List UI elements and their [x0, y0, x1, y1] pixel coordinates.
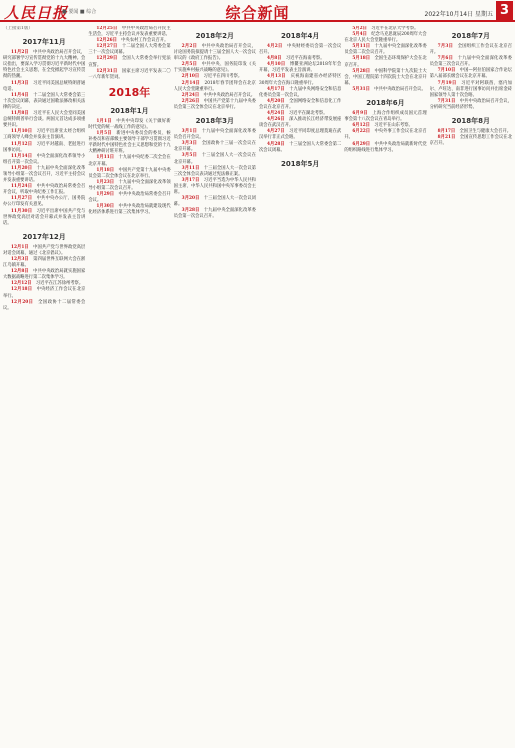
- entry-date: 1月29日: [96, 191, 119, 197]
- entry-text: 中央财经委员会第一次会议召开。: [258, 44, 342, 56]
- entry-text: 中共中央、国务院印发《关于实施乡村振兴战略的意见》。: [173, 62, 256, 74]
- entry-date: 11月20日: [11, 165, 37, 171]
- entry-list: [259, 44, 341, 154]
- entry-date: 12月26日: [96, 38, 122, 44]
- entry-date: 1月11日: [96, 155, 119, 161]
- entry-text: 十九届中央纪委二次全会在北京开幕。: [88, 155, 171, 167]
- entry-text: 中共中央政治局就实施国家大数据战略进行第二次集体学习。: [3, 269, 86, 281]
- entry-text: 中共中央政治局召开会议。: [203, 92, 256, 98]
- entry-date: 1月30日: [96, 204, 119, 210]
- entry-text: 中央外事工作会议在北京召开。: [344, 129, 427, 141]
- entry-text: 上海合作组织成员国元首理事会第十八次会议在青岛举行。: [344, 111, 427, 123]
- month-heading: 2018年8月: [451, 117, 490, 126]
- month-heading: 2018年7月: [451, 32, 490, 40]
- entry-date: 3月20日: [181, 196, 204, 202]
- chronology-entry: [259, 129, 341, 141]
- entry-date: 3月1日: [181, 129, 202, 135]
- entry-date: 4月20日: [266, 98, 290, 104]
- entry-text: 中央农村工作会议召开。: [121, 38, 169, 44]
- entry-text: 全国网络安全和信息化工作会议在北京召开。: [258, 98, 342, 110]
- chronology-entry: [3, 50, 85, 80]
- entry-date: 3月28日: [181, 208, 204, 214]
- chronology-entry: [3, 111, 85, 129]
- entry-text: 习近平对越南、老挝进行国事访问。: [3, 141, 86, 153]
- chronology-entry: [174, 141, 256, 153]
- entry-list: [174, 44, 256, 111]
- entry-date: 1月23日: [96, 179, 119, 185]
- chronology-entry: [88, 192, 170, 204]
- chronology-entry: [3, 196, 85, 208]
- entry-date: 7月31日: [437, 98, 460, 104]
- chronology-entry: [3, 300, 85, 312]
- entry-list: [430, 129, 512, 147]
- chronology-entry: [3, 287, 85, 299]
- entry-text: 中共中央政治局召开民主生活会，习近平主持会议并发表重要讲话。: [88, 26, 171, 38]
- entry-text: 十三届全国人大常委会第二次会议闭幕。: [258, 141, 342, 153]
- month-heading: 2017年11月: [22, 38, 66, 47]
- entry-text: 深入推动长江经济带发展座谈会在武汉召开。: [258, 117, 342, 129]
- chronology-entry: [344, 87, 426, 93]
- chronology-entry: [344, 56, 426, 68]
- entry-text: 中共中央政治局召开会议，分析研究当前经济形势。: [429, 98, 512, 110]
- entry-date: 3月3日: [181, 141, 202, 147]
- entry-date: 4月26日: [266, 117, 290, 123]
- entry-text: 十三届全国人大一次会议在北京开幕。: [173, 153, 256, 165]
- entry-text: 十九届中央全面深化改革委员会第三次会议召开。: [429, 56, 512, 68]
- entry-text: 全国政协十二届常委会议。: [3, 299, 86, 311]
- entry-text: 十九届中央全面深化改革领导小组第一次会议召开，习近平主持会议并发表重要讲话。: [3, 165, 86, 184]
- entry-date: 4月8日: [266, 56, 286, 62]
- entry-text: 十九届中央全面深化改革委员会第一次会议召开。: [173, 208, 256, 220]
- month-heading: 2018年3月: [195, 117, 234, 126]
- entry-date: 2月26日: [181, 98, 204, 104]
- entry-text: 中共中央政治局就建设现代化经济体系进行第三次集体学习。: [88, 204, 171, 216]
- entry-date: 5月28日: [352, 68, 375, 74]
- chronology-entry: [174, 129, 256, 141]
- entry-date: 5月4日: [352, 32, 372, 38]
- entry-text: 全国生态环境保护大会在北京召开。: [344, 56, 427, 68]
- entry-text: 十二届全国人大常委会第三十次会议闭幕，表决通过国歌法修改相关法律的决定。: [3, 92, 86, 110]
- continued-label: （上接第1版）: [3, 26, 33, 31]
- newspaper-logo: 人民日报: [4, 4, 69, 22]
- entry-date: 4月13日: [266, 74, 291, 80]
- entry-date: 1月1日: [96, 118, 117, 124]
- entry-date: 11月24日: [11, 184, 37, 190]
- chronology-entry: [174, 62, 256, 74]
- chronology-entry: [259, 44, 341, 56]
- entry-date: 5月11日: [352, 44, 375, 50]
- entry-date: 2月10日: [181, 74, 204, 80]
- entry-date: 11月27日: [11, 196, 37, 202]
- entry-text: 全国组织工作会议在北京召开。: [429, 44, 512, 56]
- entry-text: 中央全面深化改革领导小组召开第一次会议。: [3, 153, 86, 165]
- month-heading: 2018年6月: [366, 99, 405, 108]
- entry-text: 中共中央政治局召开会议，研究部署学习宣传贯彻党的十九大精神。会议指出，要深入学习贯彻习近平新时代中国特色社会主义思想，在全党掀起学习宣传贯彻的热潮。: [3, 50, 86, 80]
- entry-date: 12月1日: [11, 244, 34, 250]
- chronology-entry: [344, 142, 426, 154]
- chronology-entry: [3, 184, 85, 196]
- entry-text: 习近平在四川考察。: [203, 74, 243, 80]
- entry-text: 新进中央委员会的委员、候补委员和省部级主要领导干部学习贯彻习近平新时代中国特色社会主义思想和党的十九大精神研讨班开班。: [88, 131, 171, 155]
- entry-text: 十九届中央网络安全和信息化委员会第一次会议。: [258, 86, 342, 98]
- entry-date: 12月25日: [96, 26, 122, 31]
- entry-text: 习近平在北京大学考察。: [371, 26, 419, 31]
- chronology-entry: [344, 129, 426, 141]
- entry-date: 11月2日: [11, 50, 34, 56]
- column-4: [259, 26, 341, 744]
- entry-date: 11月10日: [11, 129, 37, 135]
- entry-date: 12月27日: [96, 44, 122, 50]
- entry-text: 中国共产党第十九届中央委员会第二次全体会议在北京举行。: [88, 167, 171, 179]
- chronology-entry: [259, 87, 341, 99]
- entry-date: 4月28日: [266, 141, 290, 147]
- chronology-entry: [174, 81, 256, 93]
- chronology-entry: [259, 99, 341, 111]
- entry-text: 习近平在江苏徐州考察。: [35, 281, 84, 287]
- section-title: 综合新闻: [225, 4, 290, 22]
- chronology-entry: [88, 26, 170, 38]
- entry-date: 1月5日: [96, 131, 117, 137]
- entry-date: 4月24日: [266, 111, 289, 117]
- entry-list: [3, 245, 85, 312]
- entry-date: 2月5日: [181, 62, 202, 68]
- chronology-entry: [3, 129, 85, 141]
- chronology-entry: [430, 81, 512, 99]
- entry-text: 全国宣传思想工作会议在北京召开。: [429, 135, 512, 147]
- entry-text: 中国共产党与世界政党高层对话会闭幕，通过《北京倡议》。: [3, 244, 86, 256]
- chronology-entry: [259, 74, 341, 86]
- month-heading: 2018年4月: [280, 32, 320, 40]
- entry-date: 6月29日: [352, 141, 375, 147]
- entry-date: 11月4日: [11, 92, 34, 98]
- entry-date: 2月2日: [181, 44, 202, 49]
- chronology-entry: [88, 119, 170, 131]
- entry-text: 中共中央政治局召开会议。: [374, 86, 426, 92]
- entry-text: 中国—阿拉伯国家合作论坛第八届部长级会议在北京开幕。: [429, 68, 512, 80]
- entry-date: 7月3日: [437, 44, 458, 49]
- entry-text: 十九届中央全面深化改革委员会召开会议。: [173, 129, 256, 141]
- entry-date: 3月5日: [181, 153, 202, 159]
- entry-text: 中国科学院第十九次院士大会、中国工程院第十四次院士大会在北京开幕。: [344, 68, 427, 86]
- entry-text: 习近平当选为中华人民共和国主席、中华人民共和国中央军事委员会主席。: [173, 177, 256, 195]
- chronology-entry: [3, 245, 85, 257]
- entry-date: 12月8日: [11, 269, 34, 275]
- chronology-entry: [259, 142, 341, 154]
- chronology-entry: [3, 81, 85, 93]
- entry-date: 6月22日: [352, 129, 375, 135]
- chronology-entry: [88, 204, 170, 216]
- entry-list: [3, 50, 85, 227]
- entry-text: 十九届中央全面深化改革领导小组第二次会议召开。: [88, 179, 171, 191]
- entry-date: 11月8日: [11, 111, 34, 117]
- column-1: [3, 26, 85, 744]
- column-6: [430, 26, 512, 744]
- entry-date: 7月6日: [437, 56, 458, 62]
- entry-text: 习近平在湖北考察。: [288, 111, 328, 117]
- entry-text: 十三届全国人大一次会议闭幕。: [173, 196, 256, 208]
- entry-date: 11月12日: [11, 141, 37, 147]
- column-3: [174, 26, 256, 744]
- chronology-entry: [344, 44, 426, 56]
- entry-text: 中共中央政治局就新时代党的组织路线进行集体学习。: [344, 141, 427, 153]
- chronology-entry: [3, 209, 85, 227]
- entry-date: 12月12日: [11, 281, 36, 287]
- chronology-entry: [344, 111, 426, 123]
- entry-date: 8月17日: [437, 129, 460, 135]
- entry-text: 习近平在山东考察。: [374, 123, 413, 129]
- entry-date: 11月14日: [11, 153, 37, 159]
- month-heading: 2018年5月: [280, 159, 320, 168]
- entry-date: 4月17日: [266, 86, 290, 92]
- month-heading: 2018年2月: [195, 32, 234, 40]
- entry-text: 中共中央政治局常委会召开会议。: [88, 191, 171, 204]
- year-heading: 2018年: [108, 85, 151, 99]
- chronology-entry: [259, 117, 341, 129]
- chronology-entry: [430, 99, 512, 111]
- chronology-entry: [3, 154, 85, 166]
- entry-text: 中共中央印发《关于做好新时代党的统一战线工作的意见》。: [88, 118, 171, 130]
- chronology-entry: [88, 69, 170, 81]
- entry-date: 5月31日: [352, 86, 375, 92]
- entry-date: 12月29日: [96, 56, 122, 62]
- entry-text: 纪念马克思诞辰200周年大会在北京人民大会堂隆重举行。: [344, 32, 427, 44]
- chronology-entry: [174, 166, 256, 178]
- chronology-entry: [344, 32, 426, 44]
- entry-date: 7月10日: [437, 68, 460, 74]
- masthead: [0, 0, 515, 22]
- entry-text: 习近平同美国总统特朗普通电话。: [3, 80, 86, 92]
- entry-date: 12月3日: [11, 257, 34, 262]
- entry-date: 1月18日: [96, 167, 119, 173]
- chronology-entry: [3, 257, 85, 269]
- chronology-entry: [88, 155, 170, 167]
- entry-date: 4月2日: [266, 44, 288, 49]
- month-heading: 2018年1月: [110, 106, 149, 115]
- entry-text: 十三届全国人大一次会议第三次全体会议表决通过宪法修正案。: [173, 165, 256, 177]
- chronology-entry: [88, 180, 170, 192]
- chronology-entry: [259, 62, 341, 74]
- entry-text: 全国卫生与健康大会召开。: [459, 129, 512, 135]
- chronology-entry: [174, 208, 256, 220]
- entry-date: 5月18日: [352, 56, 375, 62]
- entry-text: 中国共产党第十九届中央委员会第三次全体会议在北京举行。: [173, 98, 256, 110]
- chronology-entry: [430, 135, 512, 147]
- issue-date: 2022年10月14日 星期五: [424, 11, 493, 18]
- entry-text: 2018年春节团拜会在北京人民大会堂隆重举行。: [173, 80, 256, 92]
- chronology-entry: [344, 69, 426, 87]
- column-5: [344, 26, 426, 744]
- entry-list: [344, 111, 426, 154]
- article-columns: [3, 26, 512, 744]
- entry-date: 3月17日: [181, 177, 204, 183]
- entry-text: 国家主席习近平发表二〇一八年新年贺词。: [88, 68, 171, 80]
- entry-date: 4月10日: [266, 62, 290, 68]
- entry-date: 12月31日: [96, 68, 122, 74]
- entry-date: 5月2日: [352, 26, 372, 31]
- entry-list: [174, 129, 256, 220]
- entry-text: 博鳌亚洲论坛2018年年会开幕，习近平发表主旨演讲。: [258, 62, 342, 74]
- entry-date: 12月18日: [11, 287, 37, 293]
- entry-text: 习近平在海南考察。: [285, 56, 325, 62]
- entry-text: 中央经济工作会议在北京举行。: [3, 287, 86, 299]
- entry-date: 7月19日: [437, 80, 462, 86]
- entry-text: 中共中央政治局召开会议，讨论国务院拟提请十三届全国人大一次会议审议的《政府工作报告》。: [173, 44, 256, 62]
- chronology-entry: [430, 68, 512, 80]
- chronology-entry: [3, 142, 85, 154]
- entry-date: 6月9日: [352, 111, 373, 117]
- entry-list: [88, 119, 170, 217]
- entry-text: 庆祝海南建省办经济特区30周年大会在海口隆重举行。: [258, 74, 342, 86]
- entry-text: 全国政协十三届一次会议在北京开幕。: [173, 141, 256, 153]
- entry-text: 全国人大常委会举行宪法宣誓。: [88, 56, 171, 68]
- entry-text: 习近平对阿联酋、塞内加尔、卢旺达、南非进行国事访问并出席金砖国家领导人第十次会晤。: [429, 80, 512, 98]
- chronology-entry: [174, 153, 256, 165]
- entry-text: 中共中央办公厅、国务院办公厅印发有关意见。: [3, 196, 86, 208]
- column-2: [88, 26, 170, 744]
- entry-date: 3月11日: [181, 165, 204, 171]
- entry-list: [430, 44, 512, 111]
- entry-text: 习近平在人民大会堂同美国总统特朗普举行会谈。两国元首达成多项重要共识。: [3, 111, 86, 129]
- chronology-entry: [174, 44, 256, 62]
- entry-date: 2月14日: [181, 80, 205, 86]
- chronology-entry: [3, 166, 85, 184]
- page-number: 3: [496, 1, 513, 20]
- entry-text: 习近平出席中国共产党与世界政党高层对话会开幕式并发表主旨讲话。: [3, 208, 86, 226]
- entry-date: 6月12日: [352, 123, 375, 129]
- entry-date: 4月27日: [266, 129, 290, 135]
- chronology-entry: [3, 269, 85, 281]
- entry-date: 11月30日: [11, 208, 37, 214]
- chronology-entry: [174, 196, 256, 208]
- entry-date: 11月3日: [11, 80, 34, 86]
- entry-date: 12月20日: [11, 299, 39, 305]
- chronology-entry: [430, 44, 512, 56]
- entry-text: 习近平出席亚太经合组织工商领导人峰会并发表主旨演讲。: [3, 129, 86, 141]
- entry-date: 8月21日: [437, 135, 460, 141]
- chronology-entry: [88, 131, 170, 155]
- chronology-entry: [88, 56, 170, 68]
- month-heading: 2017年12月: [22, 232, 66, 241]
- chronology-entry: [174, 99, 256, 111]
- entry-text: 十九届中央全面深化改革委员会第二次会议召开。: [344, 44, 427, 56]
- chronology-entry: [174, 178, 256, 196]
- entry-text: 习近平同印度总理莫迪在武汉举行非正式会晤。: [258, 129, 342, 141]
- entry-text: 十二届全国人大常委会第三十一次会议闭幕。: [88, 44, 171, 56]
- entry-text: 中共中央政治局常委会召开会议，听取中央纪委工作汇报。: [3, 184, 86, 196]
- entry-text: 第四届世界互联网大会在浙江乌镇开幕。: [3, 257, 86, 269]
- chronology-entry: [88, 168, 170, 180]
- chronology-entry: [88, 44, 170, 56]
- entry-list: [344, 26, 426, 93]
- logo-subtitle: ■ 要闻 ■ 综合: [62, 9, 97, 15]
- chronology-entry: [3, 93, 85, 111]
- entry-date: 2月24日: [181, 92, 204, 98]
- entry-list: [88, 26, 170, 81]
- chronology-entry: [430, 56, 512, 68]
